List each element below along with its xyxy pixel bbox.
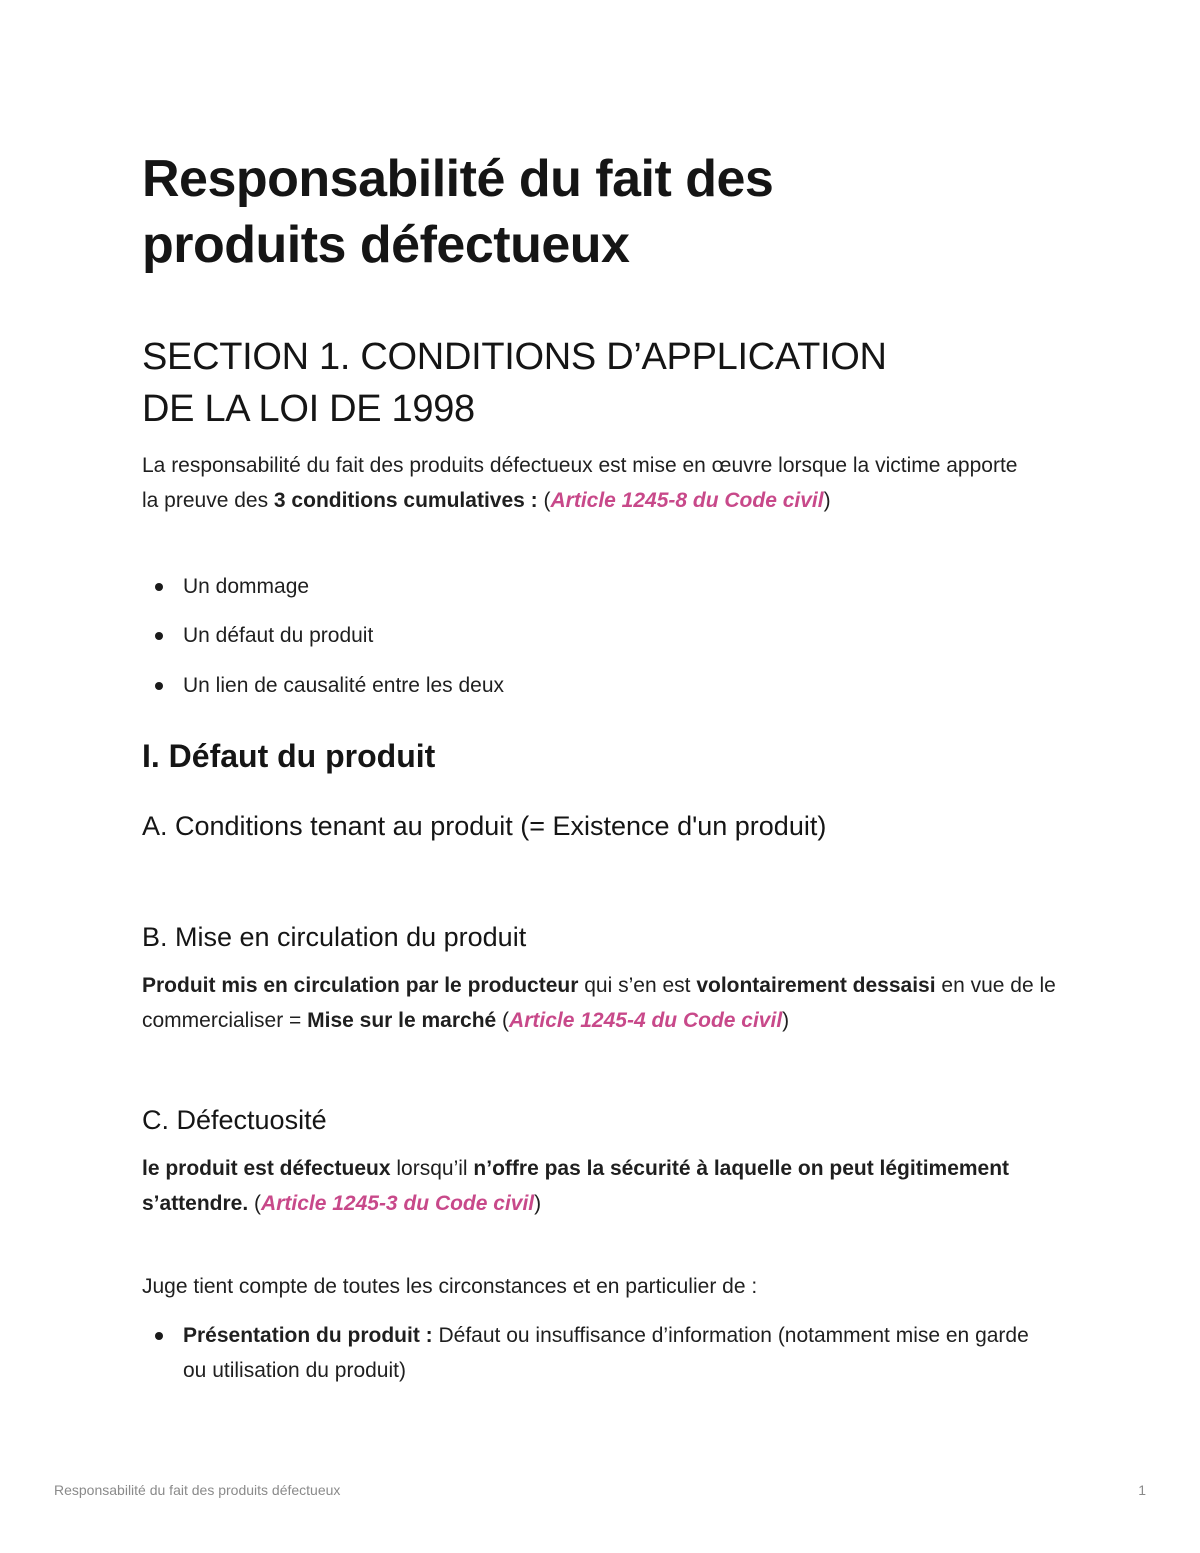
footer-document-title: Responsabilité du fait des produits défectueux bbox=[54, 1482, 341, 1498]
bullet-icon bbox=[155, 682, 163, 690]
list-item-text: Défaut ou insuffisance d’information (notamment mise en garde ou utilisation du produit) bbox=[183, 1324, 1029, 1382]
body-text: lorsqu’il bbox=[390, 1157, 474, 1180]
article-reference-link[interactable]: Article 1245-8 du Code civil bbox=[550, 489, 824, 512]
part-1-heading: I. Défaut du produit bbox=[142, 738, 436, 774]
body-text: en vue de le commercialiser = bbox=[142, 974, 1056, 1032]
list-item-text: Un dommage bbox=[183, 575, 310, 598]
paren-close: ) bbox=[782, 1009, 790, 1032]
subsection-b-heading: B. Mise en circulation du produit bbox=[142, 922, 527, 952]
article-reference-link[interactable]: Article 1245-4 du Code civil bbox=[509, 1009, 783, 1032]
bold-text: volontairement dessaisi bbox=[696, 974, 936, 997]
footer-page-number: 1 bbox=[1138, 1482, 1146, 1498]
circumstances-intro: Juge tient compte de toutes les circonstances et en particulier de : bbox=[142, 1275, 758, 1298]
intro-text: La responsabilité du fait des produits défectueux est mise en œuvre lorsque la victime apporte la preuve des bbox=[142, 454, 1018, 512]
document-title-line-1: Responsabilité du fait des bbox=[142, 150, 774, 208]
paren-open: ( bbox=[496, 1009, 510, 1032]
bullet-icon bbox=[155, 583, 163, 591]
list-item-text: Un lien de causalité entre les deux bbox=[183, 674, 505, 697]
bold-text: Mise sur le marché bbox=[307, 1009, 497, 1032]
list-item bbox=[142, 569, 504, 604]
circumstances-list bbox=[142, 1318, 1042, 1388]
conditions-list bbox=[142, 569, 504, 703]
bold-text: Produit mis en circulation par le producteur bbox=[142, 974, 579, 997]
subsection-b-paragraph bbox=[142, 968, 1057, 1038]
intro-paren-open: ( bbox=[537, 489, 551, 512]
list-item bbox=[142, 1318, 1042, 1388]
bullet-icon bbox=[155, 1332, 163, 1340]
section-1-intro-paragraph bbox=[142, 448, 1032, 518]
paren-close: ) bbox=[534, 1192, 542, 1215]
section-1-heading-line-1: SECTION 1. CONDITIONS D’APPLICATION bbox=[142, 336, 887, 378]
list-item bbox=[142, 618, 504, 653]
intro-bold-text: 3 conditions cumulatives : bbox=[273, 489, 538, 512]
section-1-heading bbox=[142, 331, 887, 435]
bold-text: n’offre pas la sécurité à laquelle on peut légitimement s’attendre. bbox=[142, 1157, 1010, 1215]
intro-paren-close: ) bbox=[823, 489, 831, 512]
list-item-text: Un défaut du produit bbox=[183, 624, 374, 647]
subsection-c-heading: C. Défectuosité bbox=[142, 1105, 327, 1135]
section-1-heading-line-2: DE LA LOI DE 1998 bbox=[142, 388, 475, 430]
document-title bbox=[142, 146, 773, 278]
subsection-c-paragraph bbox=[142, 1151, 1012, 1221]
paren-open: ( bbox=[248, 1192, 262, 1215]
bold-text: le produit est défectueux bbox=[142, 1157, 391, 1180]
article-reference-link[interactable]: Article 1245-3 du Code civil bbox=[261, 1192, 535, 1215]
body-text: qui s’en est bbox=[578, 974, 697, 997]
bullet-icon bbox=[155, 632, 163, 640]
document-title-line-2: produits défectueux bbox=[142, 216, 630, 274]
list-item-bold-text: Présentation du produit : bbox=[183, 1324, 433, 1347]
subsection-a-heading: A. Conditions tenant au produit (= Existence d'un produit) bbox=[142, 811, 827, 841]
list-item bbox=[142, 668, 504, 703]
